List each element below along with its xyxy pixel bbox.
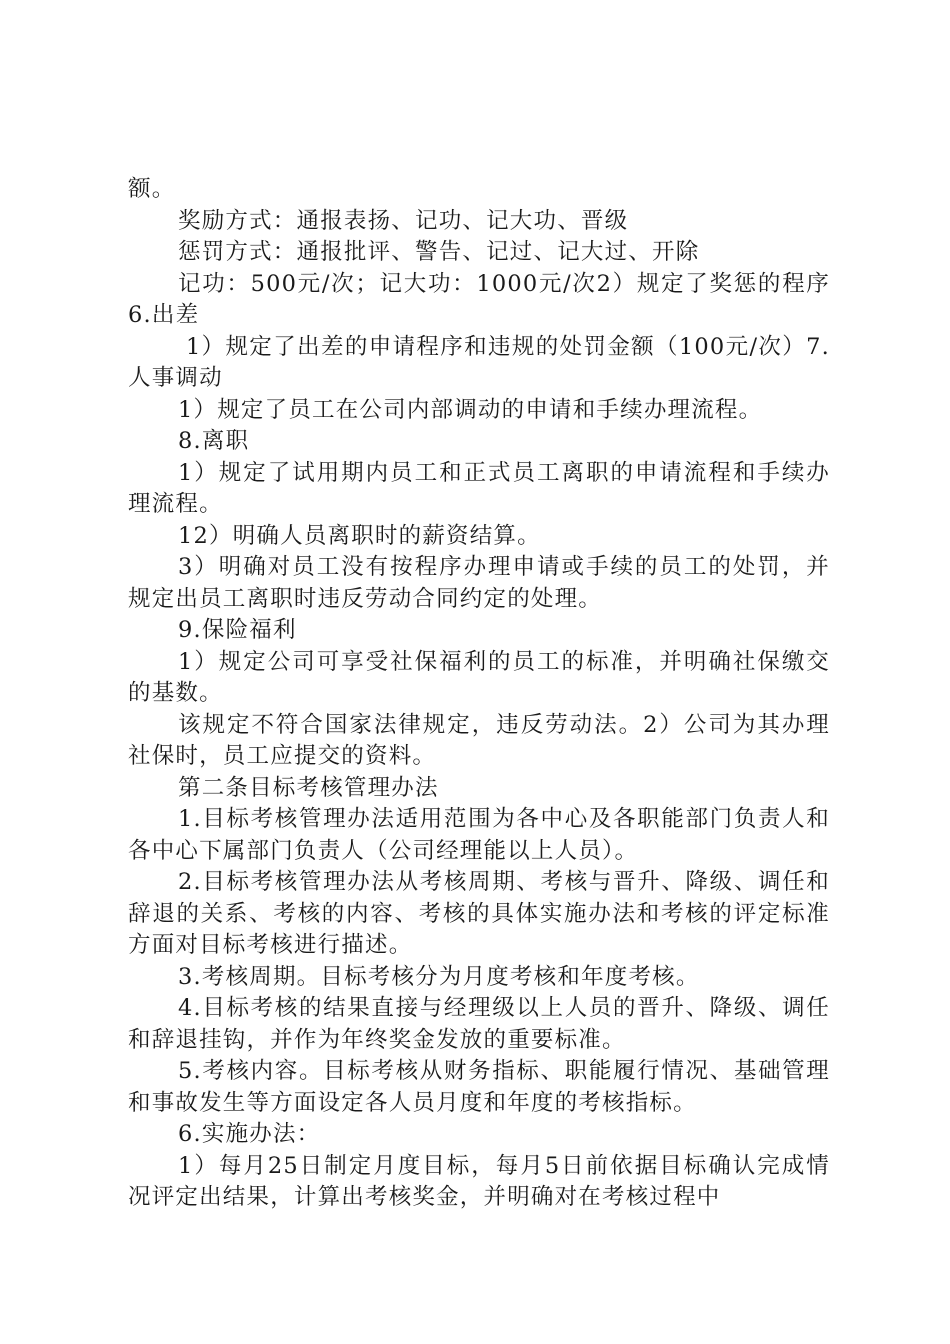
paragraph: 12）明确人员离职时的薪资结算。	[178, 522, 541, 549]
paragraph: 5.考核内容。目标考核从财务指标、职能履行情况、基础管理和事故发生等方面设定各人员月度和年度的考核指标。	[128, 1058, 830, 1116]
paragraph: 1.目标考核管理办法适用范围为各中心及各职能部门负责人和各中心下属部门负责人（公司经理能以上人员）。	[128, 806, 830, 864]
paragraph: 1）规定公司可享受社保福利的员工的标准，并明确社保缴交的基数。	[128, 648, 830, 706]
section-heading: 第二条目标考核管理办法	[178, 774, 439, 801]
paragraph: 6.实施办法：	[178, 1121, 321, 1147]
paragraph: 奖励方式：通报表扬、记功、记大功、晋级	[178, 207, 629, 234]
paragraph: 3）明确对员工没有按程序办理申请或手续的员工的处罚，并规定出员工离职时违反劳动合同约定的处理。	[128, 554, 830, 612]
paragraph: 1）每月25日制定月度目标，每月5日前依据目标确认完成情况评定出结果，计算出考核奖金，并明确对在考核过程中	[128, 1152, 830, 1210]
paragraph: 9.保险福利	[178, 617, 297, 643]
paragraph: 3.考核周期。目标考核分为月度考核和年度考核。	[178, 963, 700, 990]
paragraph: 1）规定了出差的申请程序和违规的处罚金额（100元/次）7.人事调动	[128, 333, 830, 391]
paragraph: 1）规定了试用期内员工和正式员工离职的申请流程和手续办理流程。	[128, 459, 830, 517]
document-body	[128, 174, 830, 1214]
paragraph: 4.目标考核的结果直接与经理级以上人员的晋升、降级、调任和辞退挂钩，并作为年终奖金发放的重要标准。	[128, 995, 830, 1053]
paragraph: 2.目标考核管理办法从考核周期、考核与晋升、降级、调任和辞退的关系、考核的内容、考核的具体实施办法和考核的评定标准方面对目标考核进行描述。	[128, 869, 830, 958]
paragraph: 惩罚方式：通报批评、警告、记过、记大过、开除	[178, 239, 700, 265]
paragraph: 1）规定了员工在公司内部调动的申请和手续办理流程。	[178, 396, 763, 423]
paragraph: 额。	[128, 176, 176, 202]
paragraph: 该规定不符合国家法律规定，违反劳动法。2）公司为其办理社保时，员工应提交的资料。	[128, 711, 830, 769]
paragraph: 8.离职	[178, 428, 250, 454]
paragraph: 记功：500元/次；记大功：1000元/次2）规定了奖惩的程序6.出差	[128, 270, 830, 328]
